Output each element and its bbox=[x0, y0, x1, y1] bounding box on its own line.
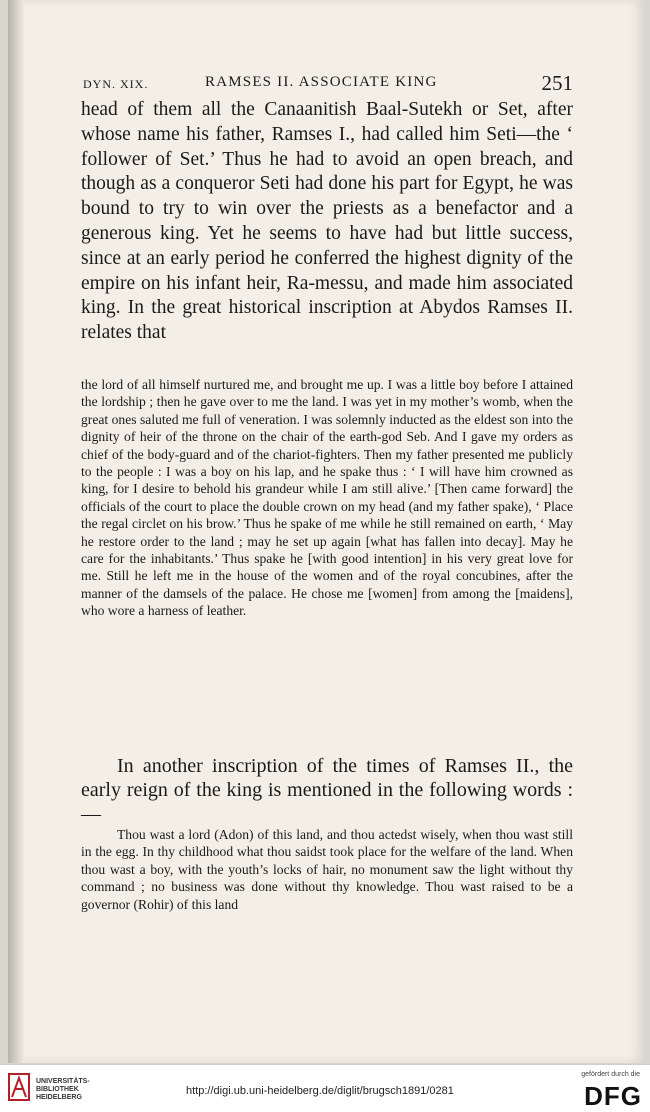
page-gutter bbox=[8, 0, 24, 1063]
header-title: RAMSES II. ASSOCIATE KING bbox=[205, 74, 438, 90]
viewer-footer bbox=[0, 1064, 650, 1112]
dfg-logo[interactable]: DFG bbox=[584, 1081, 642, 1111]
library-name-line-2: BIBLIOTHEK bbox=[36, 1086, 79, 1093]
dfg-caption: gefördert durch die bbox=[581, 1071, 640, 1078]
university-library-logo-icon[interactable] bbox=[8, 1073, 30, 1101]
quotation-2: Thou wast a lord (Adon) of this land, and thou actedst wisely, when thou wast still in the egg. In thy childhood what thou saidst took place for the welfare of the land. When thou wast a boy, with the youth’s locks of hair, no monument saw the light without thy command ; no business was done without thy knowledge. Thou wast raised to be a governor (Rohir) of this land bbox=[81, 827, 573, 912]
page-number: 251 bbox=[541, 71, 573, 95]
paragraph-2: In another inscription of the times of Ramses II., the early reign of the king is mentioned in the following words :— bbox=[81, 755, 573, 825]
header-dynasty: DYN. XIX. bbox=[83, 77, 149, 91]
quotation-1: the lord of all himself nurtured me, and brought me up. I was a little boy before I attained the lordship ; then he gave over to me the land. I was yet in my mother’s womb, when the great ones saluted me full of veneration. I was solemnly inducted as the eldest son into the dignity of heir of the throne on the chair of the earth-god Seb. And I gave my orders as chief of the body-guard and of the chariot-fighters. Then my father presented me publicly to the people : I was a boy on his lap, and he spake thus : ‘ I will have him crowned as king, for I desire to behold his grandeur while I am still alive.’ [Then came forward] the officials of the court to place the double crown on my head (and my father spake), ‘ Place the regal circlet on his brow.’ Thus he spake of me while he still remained on earth, ‘ May he restore order to the land ; may he set up again [what has fallen into decay]. May he care for the inhabitants.’ Thus spake he [with good intention] in his very great love for me. Still he left me in the house of the women and of the royal concubines, after the manner of the damsels of the palace. He chose me [women] from among the [maidens], who wore a harness of leather. bbox=[81, 377, 573, 619]
library-name-line-3: HEIDELBERG bbox=[36, 1094, 82, 1101]
library-name[interactable] bbox=[36, 1078, 90, 1102]
library-name-line-1: UNIVERSITÄTS- bbox=[36, 1078, 90, 1085]
running-header bbox=[83, 71, 573, 95]
permalink-url[interactable]: http://digi.ub.uni-heidelberg.de/diglit/brugsch1891/0281 bbox=[186, 1085, 454, 1097]
paragraph-1: head of them all the Canaanitish Baal-Sutekh or Set, after whose name his father, Ramses I., had called him Seti—the ‘ follower of Set.’ Thus he had to avoid an open breach, and though as a conqueror Seti had done his part for Egypt, he was bound to try to win over the priests as a benefactor and a generous king. Yet he seems to have had but little success, since at an early period he conferred the highest dignity of the empire on his infant heir, Ra-messu, and made him associated king. In the great historical inscription at Abydos Ramses II. relates that bbox=[81, 99, 573, 344]
